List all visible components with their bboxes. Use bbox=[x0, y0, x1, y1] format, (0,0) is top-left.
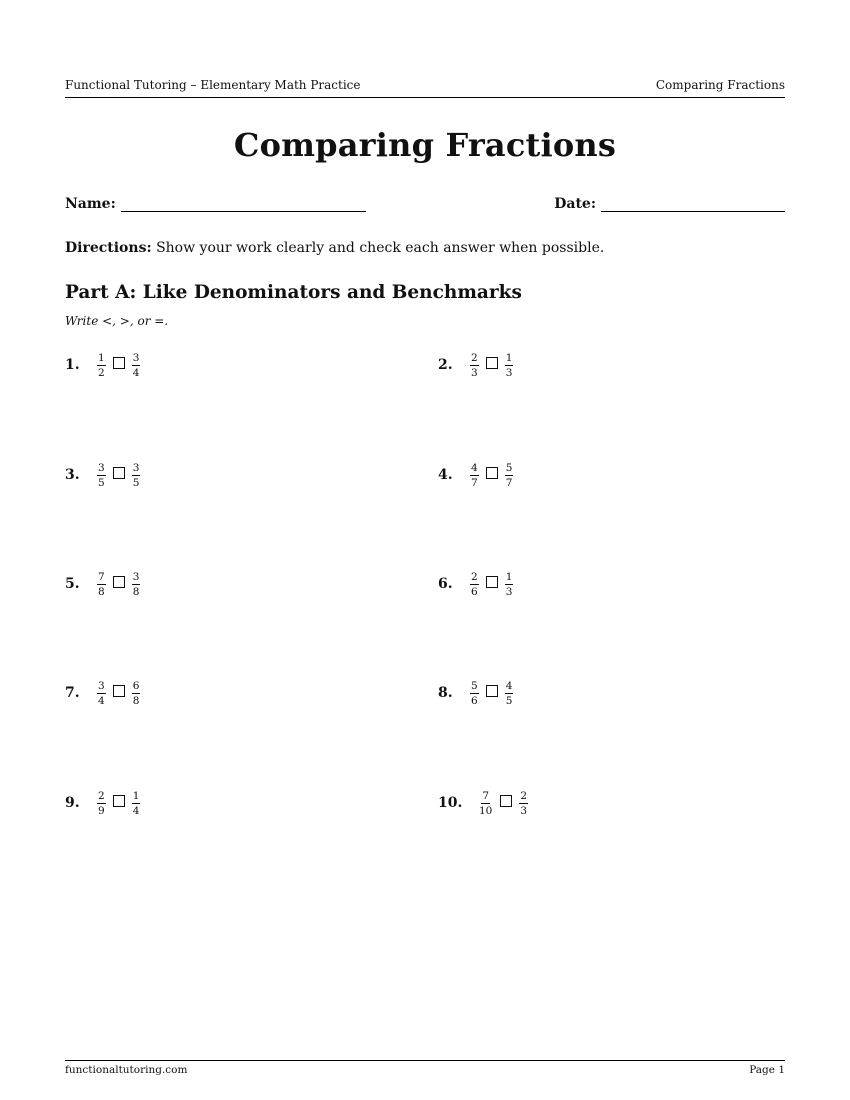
numerator: 5 bbox=[471, 679, 478, 692]
directions bbox=[65, 240, 604, 256]
denominator: 8 bbox=[132, 694, 140, 707]
problem-number: 8. bbox=[438, 685, 453, 701]
fraction-left bbox=[97, 352, 106, 379]
fraction-right bbox=[505, 680, 514, 707]
fraction-right bbox=[132, 462, 141, 489]
numerator: 5 bbox=[505, 461, 513, 474]
fraction-left bbox=[97, 462, 106, 489]
denominator: 7 bbox=[505, 476, 513, 489]
numerator: 2 bbox=[520, 789, 528, 802]
fraction-right bbox=[519, 790, 528, 817]
denominator: 4 bbox=[98, 694, 105, 707]
numerator: 3 bbox=[98, 461, 105, 474]
numerator: 2 bbox=[98, 789, 105, 802]
denominator: 5 bbox=[132, 476, 140, 489]
numerator: 6 bbox=[132, 679, 140, 692]
problem-number: 3. bbox=[65, 467, 80, 483]
problem-7 bbox=[65, 678, 140, 708]
answer-box[interactable] bbox=[486, 467, 498, 479]
problem-number: 4. bbox=[438, 467, 453, 483]
denominator: 5 bbox=[98, 476, 105, 489]
numerator: 1 bbox=[98, 351, 105, 364]
problem-number: 5. bbox=[65, 576, 80, 592]
answer-box[interactable] bbox=[113, 685, 125, 697]
fraction-right bbox=[132, 352, 141, 379]
fraction-left bbox=[97, 790, 106, 817]
fraction-right bbox=[505, 571, 514, 598]
numerator: 2 bbox=[471, 351, 478, 364]
directions-text: Show your work clearly and check each answer when possible. bbox=[151, 240, 605, 256]
problem-number: 10. bbox=[438, 795, 463, 811]
denominator: 4 bbox=[132, 366, 140, 379]
answer-box[interactable] bbox=[486, 685, 498, 697]
numerator: 4 bbox=[471, 461, 478, 474]
part-a-title: Part A: Like Denominators and Benchmarks bbox=[65, 282, 522, 303]
denominator: 8 bbox=[98, 585, 105, 598]
answer-box[interactable] bbox=[486, 357, 498, 369]
denominator: 6 bbox=[471, 694, 478, 707]
name-blank-line[interactable] bbox=[121, 197, 366, 212]
numerator: 3 bbox=[132, 461, 140, 474]
problem-10 bbox=[438, 788, 528, 818]
problem-9 bbox=[65, 788, 140, 818]
name-field[interactable] bbox=[65, 196, 366, 212]
problem-number: 2. bbox=[438, 357, 453, 373]
answer-box[interactable] bbox=[113, 576, 125, 588]
denominator: 6 bbox=[471, 585, 478, 598]
problem-number: 1. bbox=[65, 357, 80, 373]
fraction-right bbox=[505, 352, 514, 379]
denominator: 3 bbox=[471, 366, 478, 379]
fraction-right bbox=[505, 462, 514, 489]
name-date-row bbox=[65, 196, 785, 216]
denominator: 8 bbox=[132, 585, 140, 598]
answer-box[interactable] bbox=[113, 795, 125, 807]
numerator: 4 bbox=[505, 679, 513, 692]
denominator: 3 bbox=[505, 366, 513, 379]
fraction-left bbox=[478, 790, 493, 817]
problem-number: 6. bbox=[438, 576, 453, 592]
numerator: 1 bbox=[505, 570, 513, 583]
numerator: 3 bbox=[132, 351, 140, 364]
name-label: Name: bbox=[65, 196, 116, 212]
problem-number: 9. bbox=[65, 795, 80, 811]
page-title: Comparing Fractions bbox=[233, 126, 617, 164]
problem-4 bbox=[438, 460, 513, 490]
denominator: 2 bbox=[98, 366, 105, 379]
fraction-right bbox=[132, 790, 141, 817]
problem-5 bbox=[65, 569, 140, 599]
fraction-left bbox=[97, 571, 106, 598]
page-header bbox=[65, 78, 785, 98]
part-a-instruction: Write <, >, or =. bbox=[65, 314, 169, 328]
numerator: 1 bbox=[505, 351, 513, 364]
footer-website: functionaltutoring.com bbox=[65, 1064, 188, 1076]
numerator: 1 bbox=[132, 789, 140, 802]
denominator: 4 bbox=[132, 804, 140, 817]
denominator: 3 bbox=[520, 804, 528, 817]
problem-1 bbox=[65, 350, 140, 380]
numerator: 3 bbox=[132, 570, 140, 583]
numerator: 2 bbox=[471, 570, 478, 583]
problem-6 bbox=[438, 569, 513, 599]
date-field[interactable] bbox=[554, 196, 785, 212]
fraction-right bbox=[132, 571, 141, 598]
date-blank-line[interactable] bbox=[601, 197, 785, 212]
problem-number: 7. bbox=[65, 685, 80, 701]
problem-2 bbox=[438, 350, 513, 380]
footer-page-number: Page 1 bbox=[749, 1064, 785, 1076]
denominator: 10 bbox=[479, 804, 493, 817]
page-footer bbox=[65, 1060, 785, 1076]
denominator: 5 bbox=[505, 694, 513, 707]
problem-8 bbox=[438, 678, 513, 708]
problem-3 bbox=[65, 460, 140, 490]
numerator: 3 bbox=[98, 679, 105, 692]
fraction-left bbox=[470, 680, 479, 707]
fraction-left bbox=[470, 462, 479, 489]
answer-box[interactable] bbox=[113, 357, 125, 369]
denominator: 7 bbox=[471, 476, 478, 489]
answer-box[interactable] bbox=[486, 576, 498, 588]
fraction-left bbox=[470, 352, 479, 379]
answer-box[interactable] bbox=[500, 795, 512, 807]
fraction-left bbox=[97, 680, 106, 707]
answer-box[interactable] bbox=[113, 467, 125, 479]
date-label: Date: bbox=[554, 196, 596, 212]
fraction-left bbox=[470, 571, 479, 598]
numerator: 7 bbox=[98, 570, 105, 583]
numerator: 7 bbox=[482, 789, 490, 802]
denominator: 3 bbox=[505, 585, 513, 598]
fraction-right bbox=[132, 680, 141, 707]
denominator: 9 bbox=[98, 804, 105, 817]
header-right-text: Comparing Fractions bbox=[655, 78, 785, 92]
header-left-text: Functional Tutoring – Elementary Math Practice bbox=[65, 78, 361, 92]
directions-label: Directions: bbox=[65, 240, 152, 256]
